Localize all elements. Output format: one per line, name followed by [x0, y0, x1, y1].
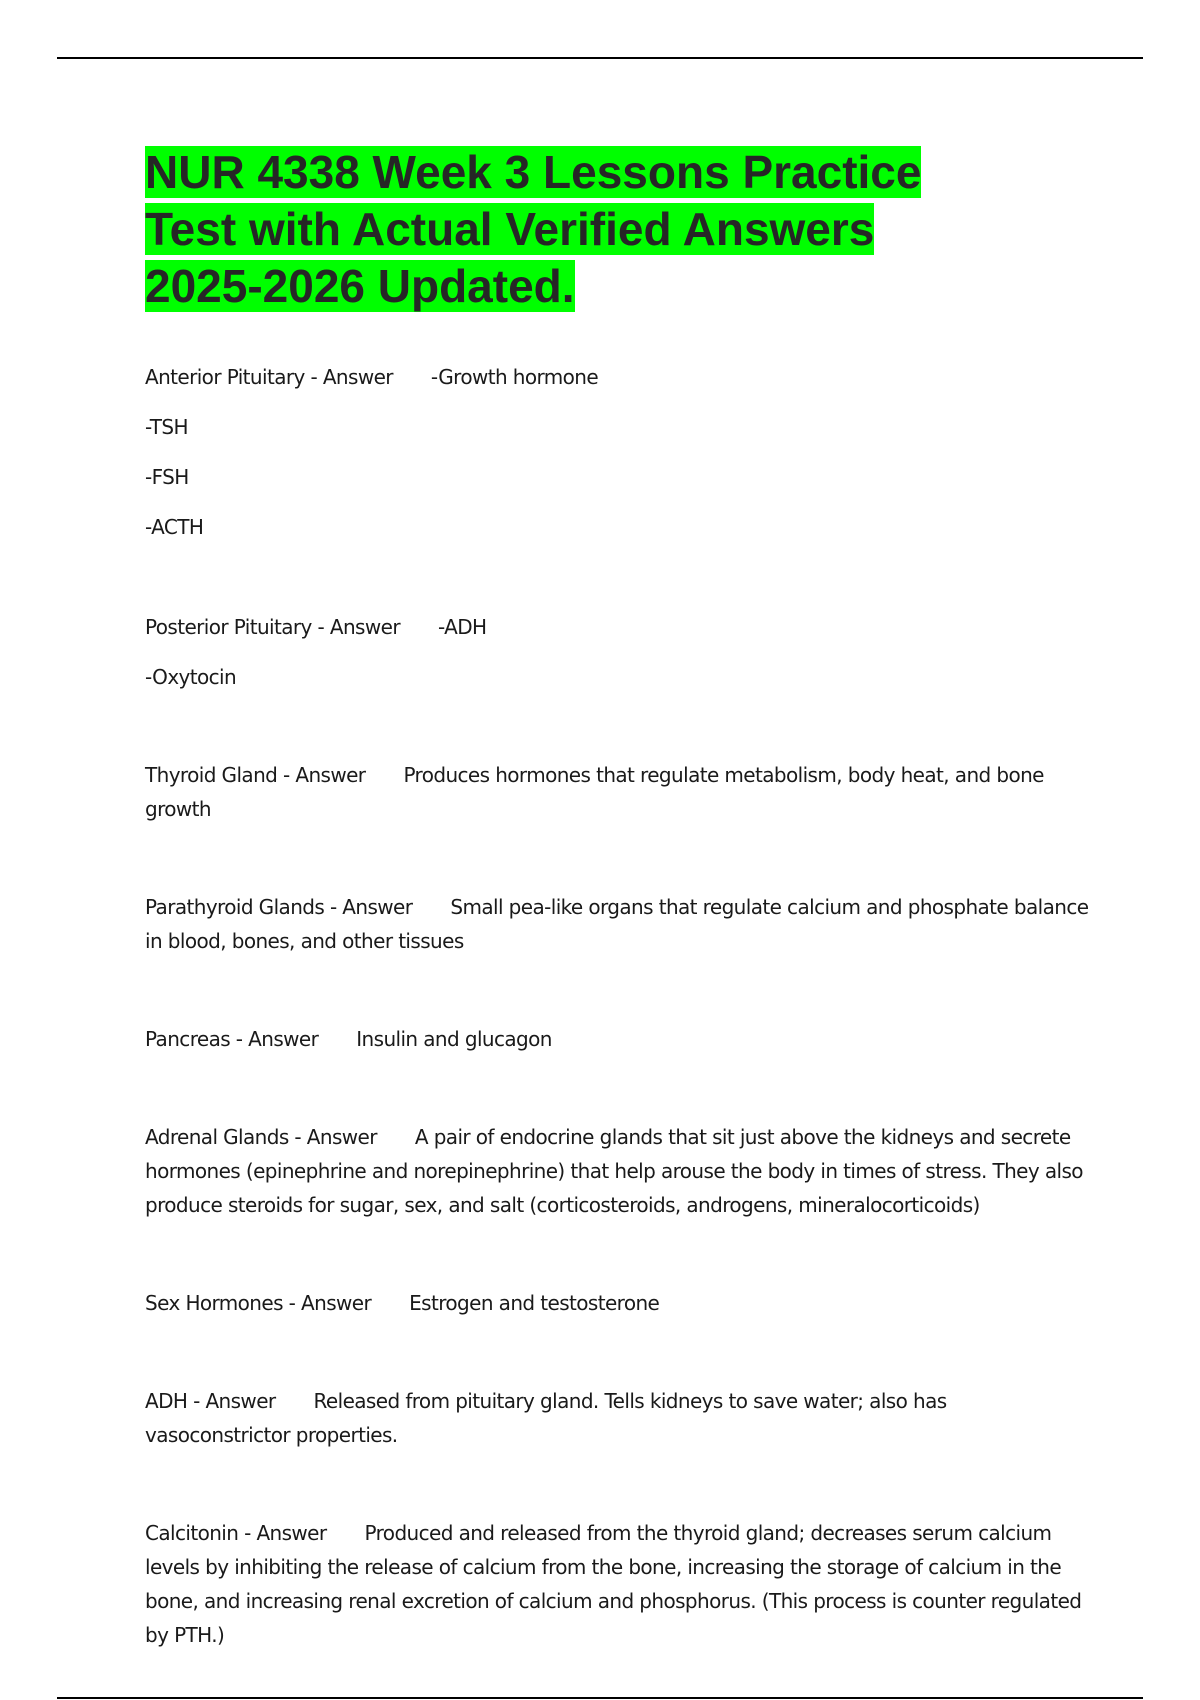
entry-answer: Insulin and glucagon [356, 1027, 552, 1051]
entry-term: Calcitonin - Answer [145, 1521, 327, 1545]
qa-entry-anterior-pituitary [145, 360, 1090, 544]
footer-rule [57, 1697, 1143, 1699]
qa-entry-posterior-pituitary [145, 610, 1090, 694]
qa-entry-adrenal-glands [145, 1120, 1090, 1222]
entry-term: Anterior Pituitary - Answer [145, 365, 393, 389]
document-title [145, 144, 1045, 315]
entry-answer-line: -Oxytocin [145, 665, 237, 689]
entry-answer: -ADH [437, 615, 487, 639]
entry-term: Pancreas - Answer [145, 1027, 319, 1051]
entry-answer-line: -TSH [145, 415, 188, 439]
qa-entry-thyroid-gland [145, 758, 1090, 826]
qa-entry-sex-hormones [145, 1286, 1090, 1320]
entry-term: Posterior Pituitary - Answer [145, 615, 400, 639]
entry-answer: Produces hormones that regulate metabolism, body heat, and bone growth [145, 763, 1044, 821]
title-line-1: NUR 4338 Week 3 Lessons Practice [145, 146, 922, 198]
entry-answer-line: -ACTH [145, 515, 204, 539]
entry-term: Sex Hormones - Answer [145, 1291, 372, 1315]
qa-entry-pancreas [145, 1022, 1090, 1056]
title-line-2: Test with Actual Verified Answers [145, 203, 875, 255]
entry-answer: Released from pituitary gland. Tells kidneys to save water; also has vasoconstrictor properties. [145, 1389, 947, 1447]
entry-answer-line: -FSH [145, 465, 189, 489]
entry-term: ADH - Answer [145, 1389, 276, 1413]
qa-entry-adh [145, 1384, 1090, 1452]
entry-answer: A pair of endocrine glands that sit just above the kidneys and secrete hormones (epinephrine and norepinephrine) that help arouse the body in times of stress. They also produce steroids for sugar, sex, and salt (corticosteroids, androgens, mineralocorticoids) [145, 1125, 1083, 1217]
entry-term: Adrenal Glands - Answer [145, 1125, 377, 1149]
entry-term: Thyroid Gland - Answer [145, 763, 366, 787]
qa-list [145, 360, 1090, 1652]
header-rule [57, 57, 1143, 59]
title-line-3: 2025-2026 Updated. [145, 260, 575, 312]
entry-answer: Estrogen and testosterone [409, 1291, 660, 1315]
title-highlight [145, 146, 921, 312]
qa-entry-calcitonin [145, 1516, 1090, 1652]
entry-answer: Produced and released from the thyroid gland; decreases serum calcium levels by inhibiting the release of calcium from the bone, increasing the storage of calcium in the bone, and increasing renal excretion of calcium and phosphorus. (This process is counter regulated by PTH.) [145, 1521, 1082, 1647]
qa-entry-parathyroid-glands [145, 890, 1090, 958]
entry-answer: Small pea-like organs that regulate calcium and phosphate balance in blood, bones, and other tissues [145, 895, 1089, 953]
entry-answer: -Growth hormone [430, 365, 599, 389]
entry-term: Parathyroid Glands - Answer [145, 895, 413, 919]
